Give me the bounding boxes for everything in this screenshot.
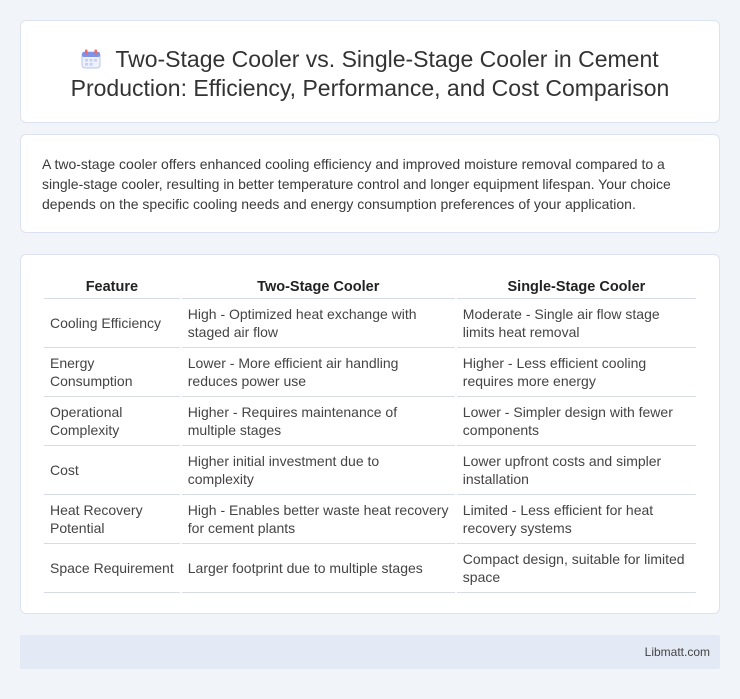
single-stage-cell: Compact design, suitable for limited space bbox=[457, 544, 696, 593]
two-stage-cell: High - Enables better waste heat recovery for cement plants bbox=[182, 495, 455, 544]
page-title: Two-Stage Cooler vs. Single-Stage Cooler in Cement Production: Efficiency, Performance, and Cost Comparison bbox=[70, 46, 670, 101]
column-header-two-stage: Two-Stage Cooler bbox=[182, 275, 455, 299]
feature-cell: Cooling Efficiency bbox=[44, 299, 180, 348]
footer-bar bbox=[20, 635, 720, 669]
two-stage-cell: Lower - More efficient air handling reduces power use bbox=[182, 348, 455, 397]
two-stage-cell: Higher initial investment due to complexity bbox=[182, 446, 455, 495]
column-header-single-stage: Single-Stage Cooler bbox=[457, 275, 696, 299]
single-stage-cell: Lower upfront costs and simpler installation bbox=[457, 446, 696, 495]
comparison-card bbox=[20, 254, 720, 614]
summary-text: A two-stage cooler offers enhanced cooling efficiency and improved moisture removal compared to a single-stage cooler, resulting in better temperature control and longer equipment lifespan. Your choice depends on the specific cooling needs and energy consumption preferences of your application. bbox=[42, 156, 671, 212]
two-stage-cell: High - Optimized heat exchange with staged air flow bbox=[182, 299, 455, 348]
two-stage-cell: Higher - Requires maintenance of multiple stages bbox=[182, 397, 455, 446]
table-row bbox=[44, 446, 696, 495]
comparison-table bbox=[42, 275, 698, 593]
table-row bbox=[44, 299, 696, 348]
summary-card bbox=[20, 134, 720, 233]
table-row bbox=[44, 348, 696, 397]
table-row bbox=[44, 397, 696, 446]
single-stage-cell: Limited - Less efficient for heat recovery systems bbox=[457, 495, 696, 544]
table-row bbox=[44, 495, 696, 544]
feature-cell: Cost bbox=[44, 446, 180, 495]
title-card bbox=[20, 20, 720, 123]
calendar-icon bbox=[81, 49, 101, 69]
feature-cell: Heat Recovery Potential bbox=[44, 495, 180, 544]
table-row bbox=[44, 544, 696, 593]
table-header-row bbox=[44, 275, 696, 299]
feature-cell: Operational Complexity bbox=[44, 397, 180, 446]
single-stage-cell: Moderate - Single air flow stage limits heat removal bbox=[457, 299, 696, 348]
page-title-block bbox=[21, 45, 719, 103]
single-stage-cell: Higher - Less efficient cooling requires more energy bbox=[457, 348, 696, 397]
footer-site-link[interactable]: Libmatt.com bbox=[644, 645, 710, 659]
feature-cell: Space Requirement bbox=[44, 544, 180, 593]
two-stage-cell: Larger footprint due to multiple stages bbox=[182, 544, 455, 593]
column-header-feature: Feature bbox=[44, 275, 180, 299]
feature-cell: Energy Consumption bbox=[44, 348, 180, 397]
single-stage-cell: Lower - Simpler design with fewer components bbox=[457, 397, 696, 446]
